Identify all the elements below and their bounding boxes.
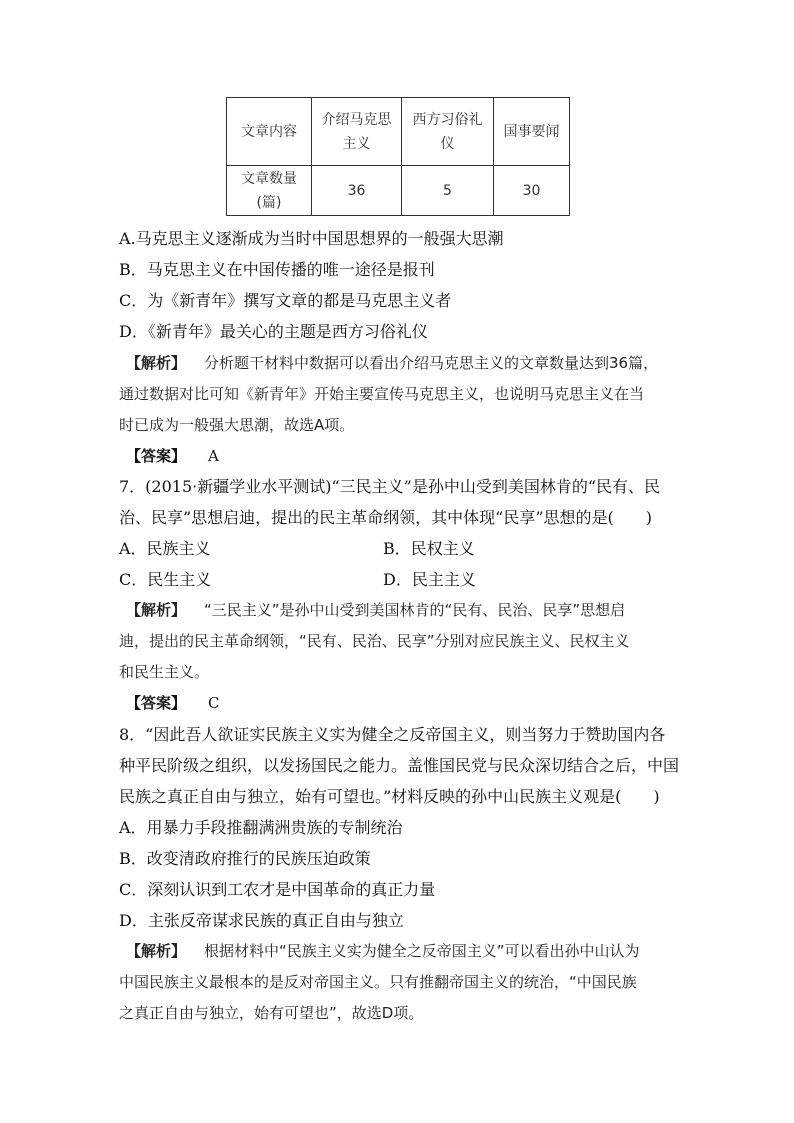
answer-label: 【答案】 <box>126 447 187 465</box>
q7-explanation-line: 和民生主义。 <box>119 663 210 681</box>
table-cell: 36 <box>312 166 402 216</box>
q8-explanation-line: 之真正自由与独立，始有可望也”，故选D项。 <box>119 1004 424 1022</box>
table-cell: 5 <box>402 166 494 216</box>
table-cell: 30 <box>494 166 570 216</box>
explanation-label: 【解析】 <box>126 354 187 372</box>
q8-stem-line: 民族之真正自由与独立，始有可望也。”材料反映的孙中山民族主义观是( ) <box>119 787 660 806</box>
q6-answer <box>126 446 219 466</box>
table-header-cell: 文章内容 <box>227 98 312 166</box>
q8-option-d: D．主张反帝谋求民族的真正自由与独立 <box>119 911 404 930</box>
q6-explanation-line: 时已成为一般强大思潮，故选A项。 <box>119 416 355 434</box>
q7-stem-line: 7．(2015·新疆学业水平测试)“三民主义”是孙中山受到美国林肯的“民有、民 <box>119 477 661 496</box>
answer-value: A <box>208 447 219 465</box>
q6-option-a: A.马克思主义逐渐成为当时中国思想界的一般强大思潮 <box>119 229 504 248</box>
q6-option-c: C．为《新青年》撰写文章的都是马克思主义者 <box>119 291 452 310</box>
table-header-cell: 国事要闻 <box>494 98 570 166</box>
q8-option-b: B．改变清政府推行的民族压迫政策 <box>119 849 371 868</box>
q7-answer <box>126 693 220 713</box>
table-cell: 文章数量(篇) <box>227 166 312 216</box>
q8-explanation-line: 中国民族主义最根本的是反对帝国主义。只有推翻帝国主义的统治，“中国民族 <box>119 973 637 991</box>
answer-value: C <box>208 694 220 712</box>
q6-explanation-line: 【解析】 分析题干材料中数据可以看出介绍马克思主义的文章数量达到36篇， <box>126 354 659 372</box>
q8-explanation-line: 【解析】 根据材料中“民族主义实为健全之反帝国主义”可以看出孙中山认为 <box>126 942 640 960</box>
q8-stem-line: 8．“因此吾人欲证实民族主义实为健全之反帝国主义，则当努力于赞助国内各 <box>119 725 666 744</box>
explanation-label: 【解析】 <box>126 601 187 619</box>
q6-explanation-line: 通过数据对比可知《新青年》开始主要宣传马克思主义，也说明马克思主义在当 <box>119 385 645 403</box>
table-header-row <box>227 98 570 166</box>
answer-label: 【答案】 <box>126 694 187 712</box>
q8-stem-line: 种平民阶级之组织，以发扬国民之能力。盖惟国民党与民众深切结合之后，中国 <box>119 756 680 775</box>
article-count-table <box>226 97 570 216</box>
table-header-cell: 西方习俗礼仪 <box>402 98 494 166</box>
q6-option-b: B．马克思主义在中国传播的唯一途径是报刊 <box>119 260 435 279</box>
q7-explanation-line: 迪，提出的民主革命纲领，“民有、民治、民享”分别对应民族主义、民权主义 <box>119 632 630 650</box>
q6-option-d: D．《新青年》最关心的主题是西方习俗礼仪 <box>119 322 428 341</box>
q7-explanation-line: 【解析】 “三民主义”是孙中山受到美国林肯的“民有、民治、民享”思想启 <box>126 601 626 619</box>
q7-option-c: C．民生主义 <box>119 570 212 589</box>
explanation-label: 【解析】 <box>126 942 187 960</box>
q7-stem-line: 治、民享”思想启迪，提出的民主革命纲领，其中体现“民享”思想的是( ) <box>119 508 653 527</box>
q7-option-b: B．民权主义 <box>383 539 475 558</box>
q7-option-d: D．民主主义 <box>383 570 476 589</box>
q8-option-c: C．深刻认识到工农才是中国革命的真正力量 <box>119 880 436 899</box>
table-row <box>227 166 570 216</box>
table-header-cell: 介绍马克思主义 <box>312 98 402 166</box>
q7-option-a: A．民族主义 <box>119 539 211 558</box>
q8-option-a: A．用暴力手段推翻满洲贵族的专制统治 <box>119 818 403 837</box>
